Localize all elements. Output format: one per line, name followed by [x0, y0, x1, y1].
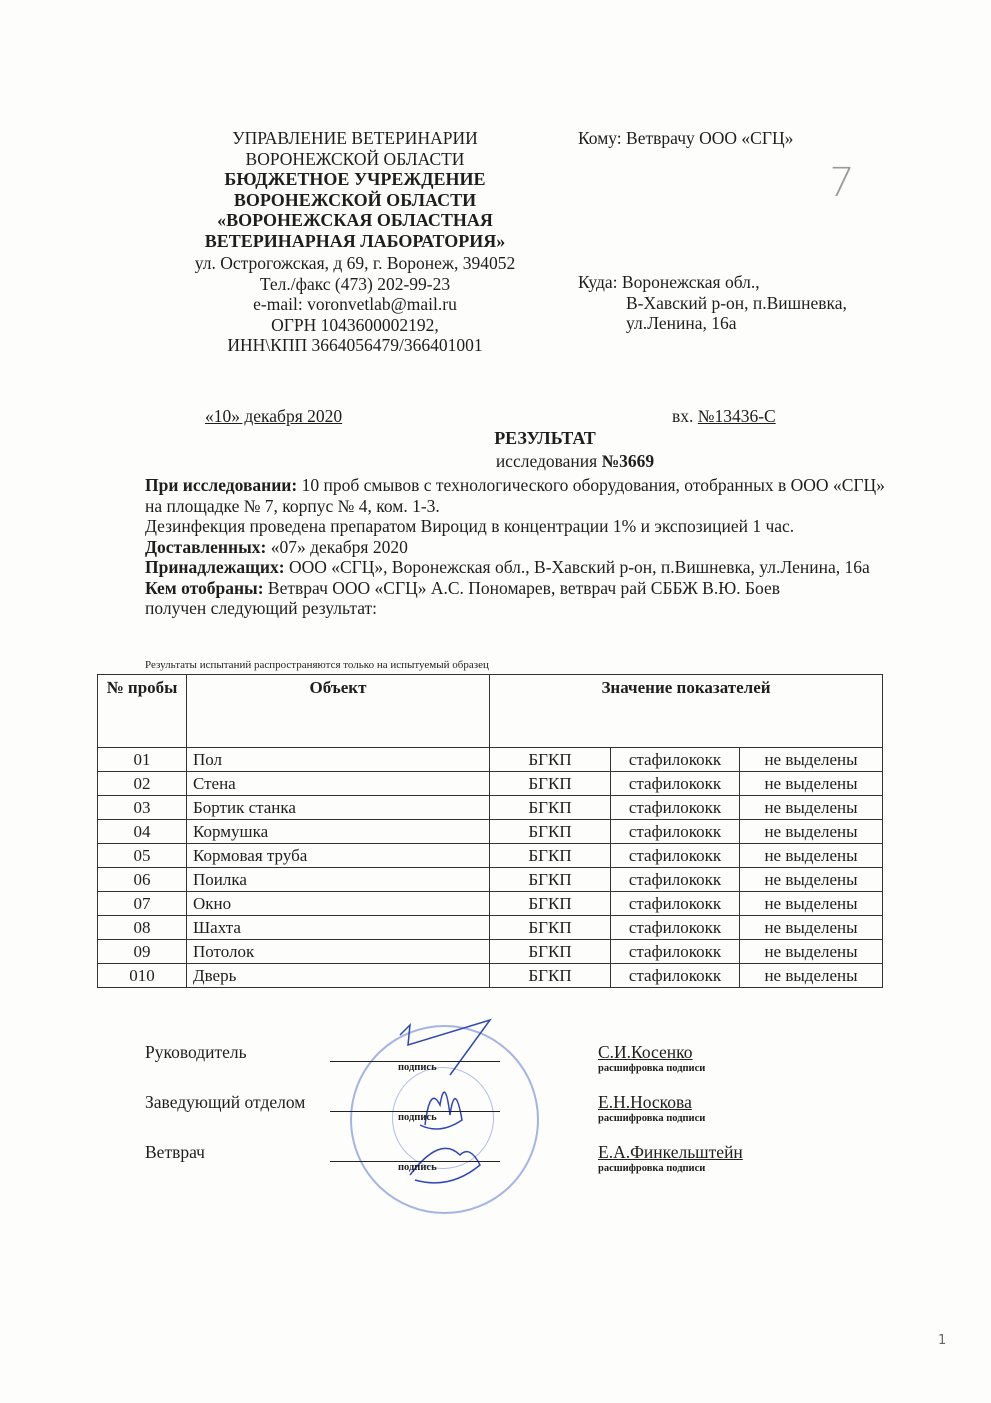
- indicator-staph: стафилококк: [611, 964, 740, 988]
- signatory-name: Е.Н.Носкова: [598, 1092, 692, 1112]
- signatory-name: Е.А.Финкельштейн: [598, 1142, 743, 1162]
- indicator-bgkp: БГКП: [490, 748, 611, 772]
- signature-scribbles: [370, 1015, 550, 1205]
- org-phone: Тел./факс (473) 202-99-23: [259, 273, 451, 294]
- subtitle-prefix: исследования: [495, 451, 602, 471]
- result-value: не выделены: [740, 796, 883, 820]
- indicator-staph: стафилококк: [611, 748, 740, 772]
- result-value: не выделены: [740, 772, 883, 796]
- indicator-bgkp: БГКП: [490, 964, 611, 988]
- recipient-where: Куда: Воронежская обл.,: [578, 272, 760, 292]
- org-address: ул. Острогожская, д 69, г. Воронеж, 394052: [194, 253, 516, 273]
- table-row: [98, 772, 883, 796]
- object-name: Потолок: [187, 940, 490, 964]
- indicator-staph: стафилококк: [611, 916, 740, 940]
- results-note: Результаты испытаний распространяются только на испытуемый образец: [145, 659, 489, 671]
- sampled-label: Кем отобраны:: [145, 577, 264, 598]
- org-inn: ИНН\КПП 3664056479/366401001: [227, 335, 483, 355]
- table-row: [98, 964, 883, 988]
- table-header-row: [98, 675, 883, 748]
- sender-header: [140, 128, 570, 356]
- result-value: не выделены: [740, 844, 883, 868]
- sampled-text: Ветврач ООО «СГЦ» А.С. Пономарев, ветврач рай СББЖ В.Ю. Боев: [263, 577, 781, 598]
- delivered-paragraph: [145, 537, 905, 558]
- object-name: Стена: [187, 772, 490, 796]
- org-name-1: «ВОРОНЕЖСКАЯ ОБЛАСТНАЯ: [217, 210, 493, 230]
- table-row: [98, 940, 883, 964]
- recipient-address: [578, 272, 847, 334]
- study-label: При исследовании:: [145, 475, 298, 495]
- result-value: не выделены: [740, 820, 883, 844]
- indicator-staph: стафилококк: [611, 940, 740, 964]
- incoming-number: [672, 406, 776, 427]
- sample-number: 04: [98, 820, 187, 844]
- table-row: [98, 748, 883, 772]
- object-name: Окно: [187, 892, 490, 916]
- indicator-staph: стафилококк: [611, 868, 740, 892]
- table-row: [98, 916, 883, 940]
- indicator-bgkp: БГКП: [490, 940, 611, 964]
- page-number: 1: [938, 1333, 947, 1348]
- sender-dept: УПРАВЛЕНИЕ ВЕТЕРИНАРИИ: [232, 128, 478, 148]
- result-intro: получен следующий результат:: [145, 598, 378, 618]
- delivered-label: Доставленных:: [145, 536, 267, 557]
- handwritten-mark: 7: [825, 160, 856, 206]
- sample-number: 07: [98, 892, 187, 916]
- result-value: не выделены: [740, 940, 883, 964]
- delivered-text: «07» декабря 2020: [266, 536, 408, 557]
- object-name: Пол: [187, 748, 490, 772]
- table-row: [98, 796, 883, 820]
- sample-number: 03: [98, 796, 187, 820]
- header-object: Объект: [187, 675, 490, 748]
- result-value: не выделены: [740, 892, 883, 916]
- indicator-bgkp: БГКП: [490, 844, 611, 868]
- study-details: [145, 475, 905, 619]
- recipient-where-3: ул.Ленина, 16а: [626, 313, 737, 333]
- indicator-bgkp: БГКП: [490, 916, 611, 940]
- sample-number: 06: [98, 868, 187, 892]
- table-row: [98, 844, 883, 868]
- signatory-role: Руководитель: [145, 1042, 247, 1062]
- signature-caption: подпись: [398, 1162, 437, 1173]
- org-ogrn: ОГРН 1043600002192,: [271, 314, 439, 335]
- signature-caption: подпись: [398, 1062, 437, 1073]
- signature-caption: подпись: [398, 1112, 437, 1123]
- signatory-role: Заведующий отделом: [145, 1092, 306, 1112]
- indicator-bgkp: БГКП: [490, 796, 611, 820]
- sender-region: ВОРОНЕЖСКОЙ ОБЛАСТИ: [245, 148, 465, 169]
- result-value: не выделены: [740, 916, 883, 940]
- result-value: не выделены: [740, 868, 883, 892]
- document-date: «10» декабря 2020: [205, 406, 343, 426]
- disinfection-text: Дезинфекция проведена препаратом Вироцид в концентрации 1% и экспозицией 1 час.: [145, 516, 795, 536]
- signatory-name: С.И.Косенко: [598, 1042, 693, 1062]
- name-caption: расшифровка подписи: [598, 1063, 706, 1074]
- results-table: [97, 674, 883, 988]
- object-name: Кормовая труба: [187, 844, 490, 868]
- object-name: Дверь: [187, 964, 490, 988]
- table-row: [98, 892, 883, 916]
- object-name: Поилка: [187, 868, 490, 892]
- study-paragraph: [145, 475, 905, 516]
- owner-paragraph: [145, 557, 905, 578]
- table-row: [98, 868, 883, 892]
- incoming-prefix: вх.: [672, 406, 694, 426]
- study-number: №3669: [601, 451, 655, 471]
- org-email: e-mail: voronvetlab@mail.ru: [253, 294, 457, 314]
- sample-number: 09: [98, 940, 187, 964]
- owner-label: Принадлежащих:: [145, 557, 285, 577]
- sample-number: 01: [98, 748, 187, 772]
- org-type: БЮДЖЕТНОЕ УЧРЕЖДЕНИЕ: [224, 169, 486, 189]
- name-caption: расшифровка подписи: [598, 1113, 706, 1124]
- recipient-to: Кому: Ветврачу ООО «СГЦ»: [578, 128, 794, 148]
- header-values: Значение показателей: [490, 675, 883, 748]
- indicator-bgkp: БГКП: [490, 868, 611, 892]
- incoming-number-value: №13436-С: [697, 406, 776, 426]
- sample-number: 08: [98, 916, 187, 940]
- indicator-bgkp: БГКП: [490, 892, 611, 916]
- study-text: 10 проб смывов с технологического оборудования, отобранных в ООО «СГЦ» на площадке № 7, корпус № 4, ком. 1-3.: [145, 475, 885, 516]
- indicator-staph: стафилококк: [611, 844, 740, 868]
- owner-text: ООО «СГЦ», Воронежская обл., В-Хавский р-он, п.Вишневка, ул.Ленина, 16а: [284, 557, 870, 577]
- indicator-staph: стафилококк: [611, 892, 740, 916]
- org-region: ВОРОНЕЖСКОЙ ОБЛАСТИ: [233, 189, 477, 210]
- indicator-staph: стафилококк: [611, 820, 740, 844]
- sampled-paragraph: [145, 578, 905, 599]
- sample-number: 010: [98, 964, 187, 988]
- indicator-staph: стафилококк: [611, 772, 740, 796]
- indicator-staph: стафилококк: [611, 796, 740, 820]
- result-value: не выделены: [740, 964, 883, 988]
- org-name-2: ВЕТЕРИНАРНАЯ ЛАБОРАТОРИЯ»: [204, 230, 506, 251]
- object-name: Кормушка: [187, 820, 490, 844]
- document-title: РЕЗУЛЬТАТ: [494, 428, 596, 448]
- name-caption: расшифровка подписи: [598, 1163, 706, 1174]
- table-row: [98, 820, 883, 844]
- object-name: Шахта: [187, 916, 490, 940]
- indicator-bgkp: БГКП: [490, 820, 611, 844]
- signatory-role: Ветврач: [145, 1142, 205, 1162]
- sample-number: 05: [98, 844, 187, 868]
- sample-number: 02: [98, 772, 187, 796]
- document-subtitle: [0, 451, 991, 472]
- header-sample-number: № пробы: [98, 675, 187, 748]
- indicator-bgkp: БГКП: [490, 772, 611, 796]
- result-value: не выделены: [740, 748, 883, 772]
- object-name: Бортик станка: [187, 796, 490, 820]
- recipient-where-2: В-Хавский р-он, п.Вишневка,: [626, 292, 847, 313]
